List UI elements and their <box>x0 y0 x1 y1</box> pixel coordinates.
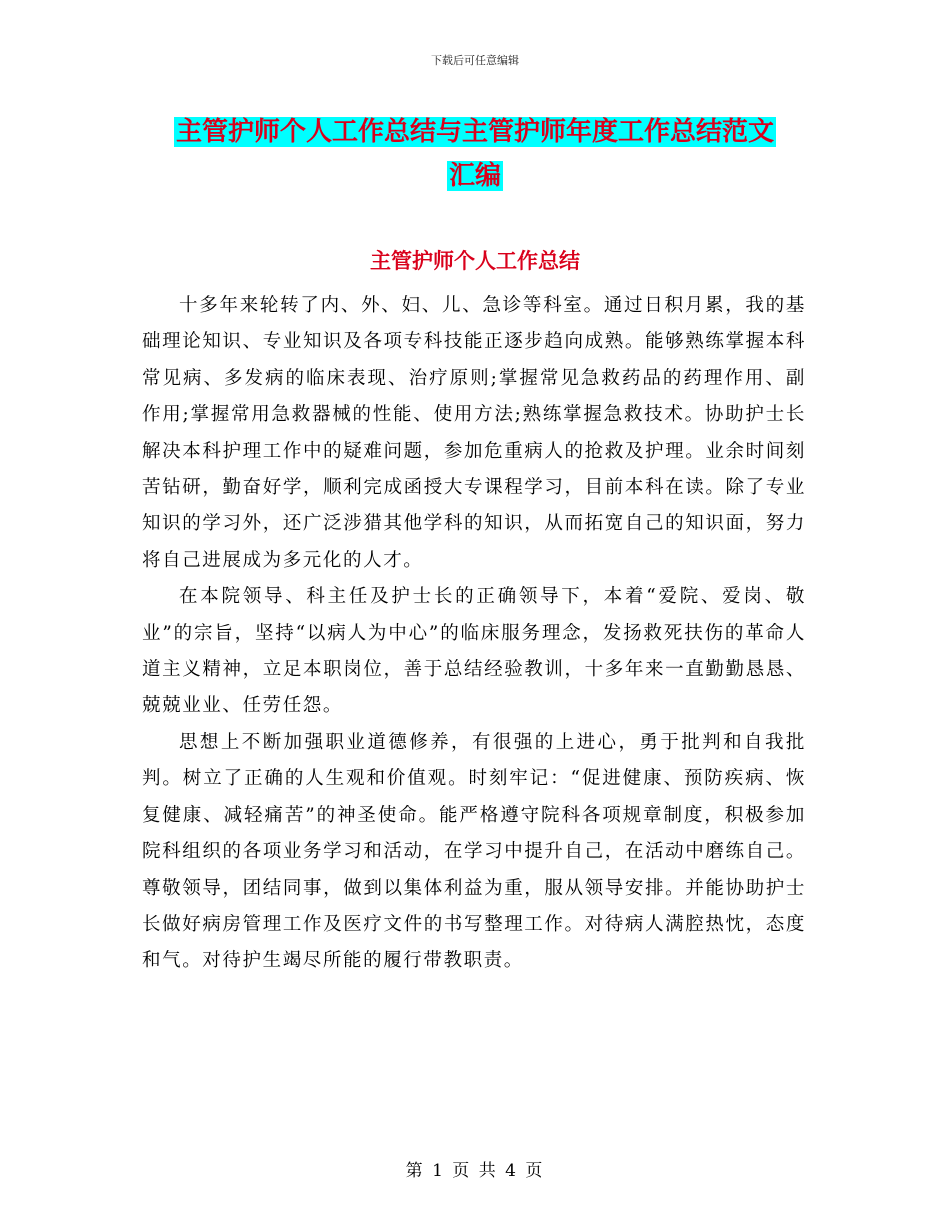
document-title-line-2: 汇编 <box>448 161 501 191</box>
paragraph: 十多年来轮转了内、外、妇、儿、急诊等科室。通过日积月累，我的基础理论知识、专业知识及各项专科技能正逐步趋向成熟。能够熟练掌握本科常见病、多发病的临床表现、治疗原则;掌握常见急救药品的药理作用、副作用;掌握常用急救器械的性能、使用方法;熟练掌握急救技术。协助护士长解决本科护理工作中的疑难问题，参加危重病人的抢救及护理。业余时间刻苦钻研，勤奋好学，顺利完成函授大专课程学习，目前本科在读。除了专业知识的学习外，还广泛涉猎其他学科的知识，从而拓宽自己的知识面，努力将自己进展成为多元化的人才。 <box>142 295 806 571</box>
body-text <box>142 288 806 980</box>
page-header-note: 下载后可任意编辑 <box>431 54 519 67</box>
page-number-footer: 第 1 页 共 4 页 <box>405 1161 545 1181</box>
paragraph: 在本院领导、科主任及护士长的正确领导下，本着“爱院、爱岗、敬业”的宗旨，坚持“以病人为中心”的临床服务理念，发扬救死扶伤的革命人道主义精神，立足本职岗位，善于总结经验教训，十多年来一直勤勤恳恳、兢兢业业、任劳任怨。 <box>142 586 806 717</box>
document-title <box>0 110 950 198</box>
section-title: 主管护师个人工作总结 <box>370 249 580 273</box>
document-title-line-1: 主管护师个人工作总结与主管护师年度工作总结范文 <box>175 117 774 147</box>
paragraph: 思想上不断加强职业道德修养，有很强的上进心，勇于批判和自我批判。树立了正确的人生观和价值观。时刻牢记：“促进健康、预防疾病、恢复健康、减轻痛苦”的神圣使命。能严格遵守院科各项规章制度，积极参加院科组织的各项业务学习和活动，在学习中提升自己，在活动中磨练自己。尊敬领导，团结同事，做到以集体利益为重，服从领导安排。并能协助护士长做好病房管理工作及医疗文件的书写整理工作。对待病人满腔热忱，态度和气。对待护生竭尽所能的履行带教职责。 <box>142 731 806 972</box>
